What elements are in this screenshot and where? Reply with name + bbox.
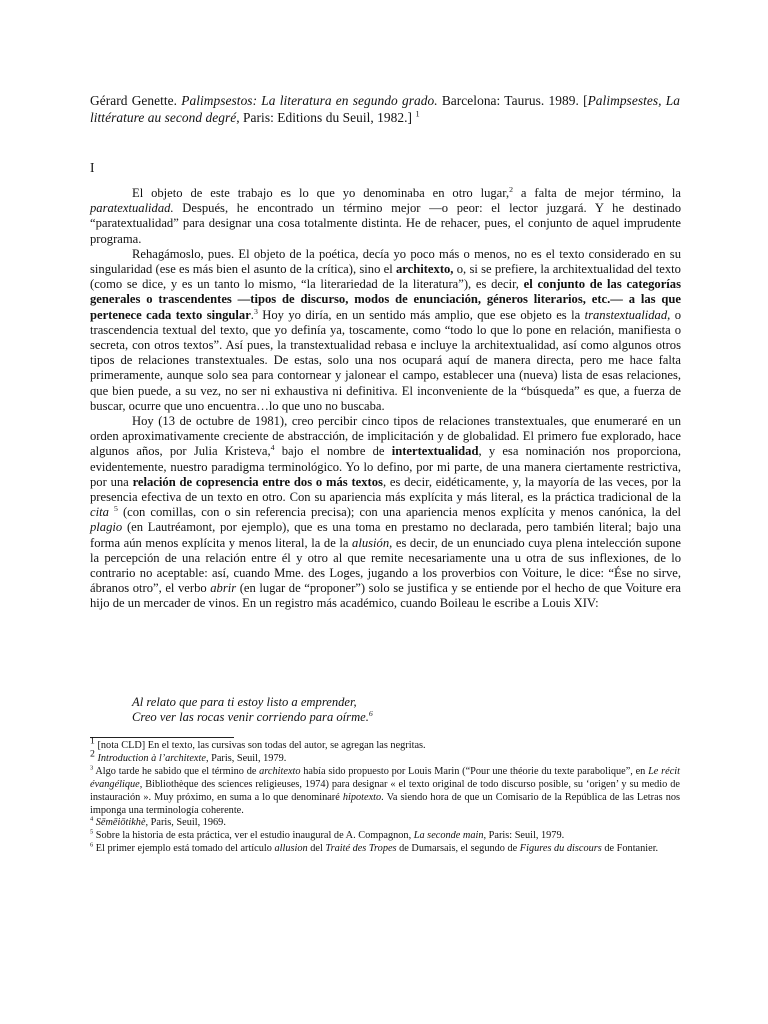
footnote-ref-5[interactable]: 5 (113, 504, 118, 514)
paragraph-2: Rehagámoslo, pues. El objeto de la poética, decía yo poco más o menos, no es el texto considerado en su singularidad (ese es más bien el asunto de la crítica), sino el architexto, o, si se prefiere, la architextualidad del texto (como se dice, y es un tanto lo mismo, “la literariedad de la literatura”), es decir, el conjunto de las categorías generales o trascendentes —tipos de discurso, modos de enunciación, géneros literarios, etc.— a las que pertenece cada texto singular.$^3$ Hoy yo diría, en un sentido más amplio, que ese objeto es la transtextualidad, o trascendencia textual del texto, que yo definía ya, toscamente, como “todo lo que lo pone en relación, manifiesta o secreta, con otros textos”. Así pues, la transtextualidad rebasa e incluye la architextualidad, así como algunos otros tipos de relaciones transtextuales. De estas, solo una nos ocupará aquí de manera directa, pero me hace falta primeramente, aunque solo sea para contornear y jalonear el campo, establecer una (nueva) lista de esas relaciones, que bien puede, a su vez, no ser ni exhaustiva ni definitiva. El inconveniente de la “búsqueda” es que, a fuerza de buscar, ocurre que uno encuentra…lo que uno no buscaba. (90, 246, 681, 413)
footnote-ref-1[interactable]: 1 (415, 109, 420, 119)
citation-original-publisher: , Paris: Editions du Seuil, 1982.] (236, 110, 413, 125)
quote-line-1: Al relato que para ti estoy listo a emprender, (132, 695, 357, 709)
footnote-3: $^3$ Algo tarde he sabido que el término de architexto había sido propuesto por Louis Marin (“Pour une théorie du texte parabolique”, en Le récit évangélique, Bibliothèque des sciences religieuses, 1974) para designar « el texto original de todo discurso posible, su ‘origen’ y su medio de instauración ». Muy próximo, en suma a lo que denominaré hipotexto. Va siendo hora de que un Comisario de la República de las Letras nos imponga una terminología coherente. (90, 764, 680, 816)
footnote-5: $^5$ Sobre la historia de esta práctica, ver el estudio inaugural de A. Compagnon, La seconde main, Paris: Seuil, 1979. (90, 828, 565, 842)
citation-title: Palimpsestos: La literatura en segundo grado. (181, 93, 438, 108)
footnote-ref-3[interactable]: 3 (253, 306, 258, 316)
quote-line-2: Creo ver las rocas venir corriendo para oírme.$^6$ (132, 709, 373, 725)
footnote-2: $^2$ Introduction à l’architexte, Paris, Seuil, 1979. (90, 748, 287, 764)
verse-quotation (132, 695, 373, 725)
citation-publisher: Barcelona: Taurus. 1989. (441, 93, 579, 108)
paragraph-1: El objeto de este trabajo es lo que yo denominaba en otro lugar,$^2$ a falta de mejor término, la paratextualidad. Después, he encontrado un término mejor —o peor: el lector juzgará. Y he destinado “paratextualidad” para designar una cosa totalmente distinta. He de rehacer, pues, el conjunto de aquel imprudente programa. (90, 184, 681, 246)
footnote-separator (90, 737, 234, 738)
body-text (90, 186, 681, 612)
citation-original-title: Palimpsestes, La littérature au second degré (90, 93, 680, 125)
footnote-ref-2[interactable]: 2 (509, 184, 514, 194)
footnote-ref-4[interactable]: 4 (270, 443, 275, 453)
paragraph-3: Hoy (13 de octubre de 1981), creo percibir cinco tipos de relaciones transtextuales, que enumeraré en un orden aproximativamente creciente de abstracción, de implicitación y de globalidad. El primero fue explorado, hace algunos años, por Julia Kristeva,$^4$ bajo el nombre de intertextualidad, y esa nominación nos proporciona, evidentemente, nuestro paradigma terminológico. Yo lo defino, por mi parte, de una manera ciertamente restrictiva, por una relación de copresencia entre dos o más textos, es decir, eidéticamente, y, la mayoría de las veces, por la presencia efectiva de un texto en otro. Con su apariencia más explícita y más literal, es la práctica tradicional de la cita $^5$ (con comillas, con o sin referencia precisa); con una apariencia menos explícita y menos canónica, la del plagio (en Lautréamont, por ejemplo), que es una toma en prestamo no declarada, pero también literal; bajo una forma aún menos explícita y menos literal, la de la alusión, es decir, de un enunciado cuya plena intelección supone la percepción de una relación entre él y otro al que remite necesariamente una u otra de sus inflexiones, de lo contrario no aceptable: así, cuando Mme. des Loges, jugando a los proverbios con Voiture, le dice: “Ése no sirve, ábranos otro”, el verbo abrir (en lugar de “proponer”) solo se justifica y se entiende por el hecho de que Voiture era hijo de un mercader de vinos. En un registro más académico, cuando Boileau le escribe a Louis XIV: (90, 414, 682, 611)
footnote-4: $^4$ Sēmēiōtikhè, Paris, Seuil, 1969. (90, 816, 226, 829)
footnotes (90, 735, 680, 856)
bibliographic-citation: Gérard Genette. Palimpsestos: La literatura en segundo grado. Barcelona: Taurus. 1989. [Palimpsestes, La littérature au second degré, Paris: Editions du Seuil, 1982.] $^1$ (90, 93, 680, 125)
footnote-6: $^6$ El primer ejemplo está tomado del artículo allusion del Traité des Tropes de Dumarsais, el segundo de Figures du discours de Fontanier. (90, 841, 659, 855)
citation-author: Gérard Genette. (90, 93, 178, 108)
footnote-1: $^1$ [nota CLD] En el texto, las cursivas son todas del autor, se agregan las negritas. (90, 735, 426, 751)
footnote-ref-6[interactable]: 6 (368, 709, 373, 719)
section-number: I (90, 160, 95, 175)
